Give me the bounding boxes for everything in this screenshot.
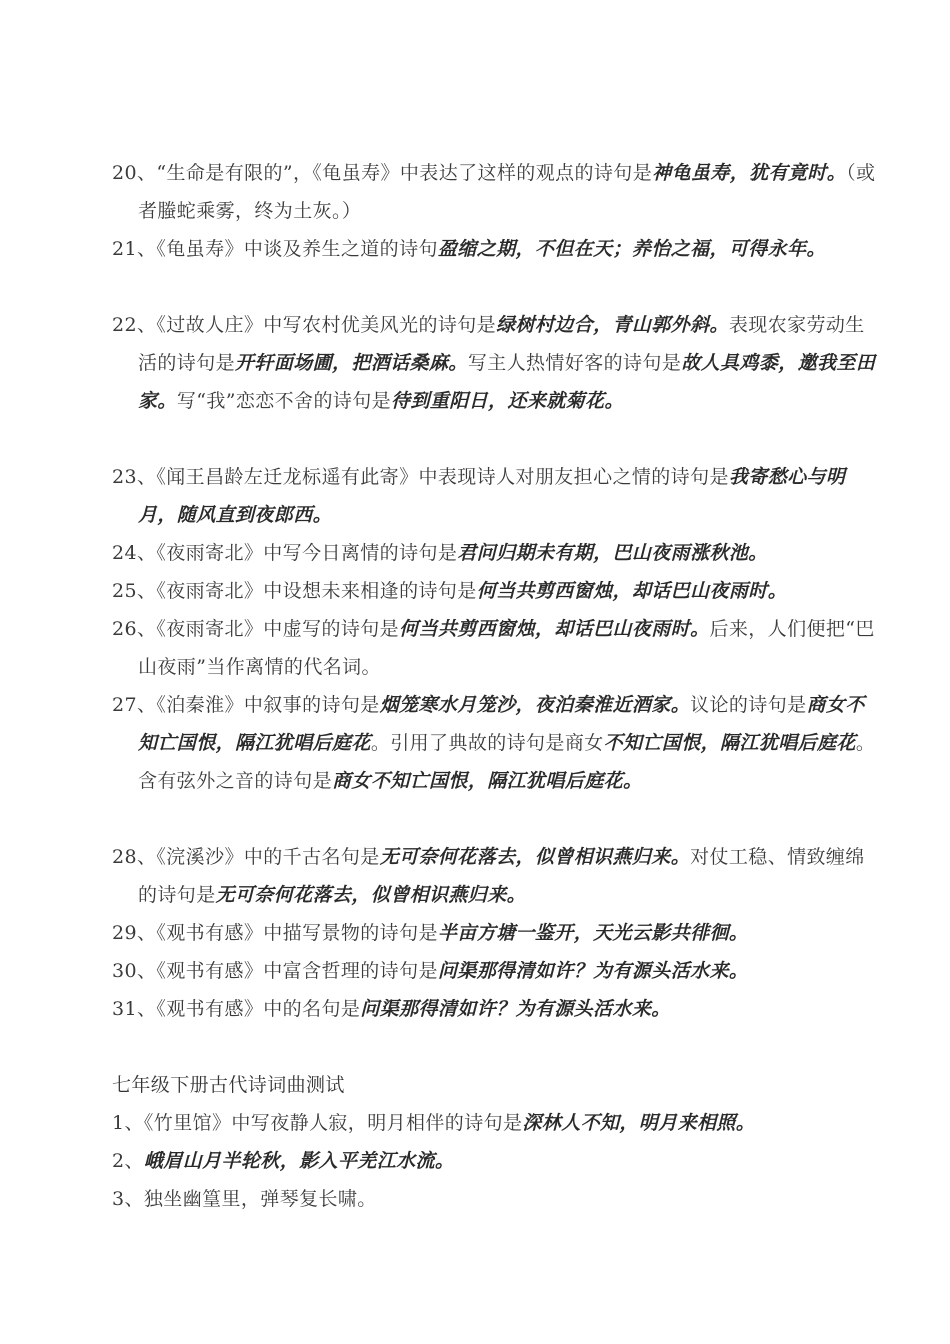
answer-text: 峨眉山月半轮秋，影入平羌江水流。 xyxy=(143,1150,455,1172)
test-item-t2 xyxy=(112,1142,852,1180)
test-item-t3 xyxy=(112,1180,852,1218)
answer-text: 问渠那得清如许？为有源头活水来。 xyxy=(360,998,671,1020)
question-text: 2、 xyxy=(112,1150,144,1172)
question-text: 写主人热情好客的诗句是 xyxy=(467,352,682,374)
answer-text: 商女不知亡国恨，隔江犹唱后庭花 xyxy=(138,694,865,754)
answer-text: 开轩面场圃，把酒话桑麻。 xyxy=(235,352,468,374)
question-text: 3、独坐幽篁里，弹琴复长啸。 xyxy=(112,1188,377,1210)
section-title: 七年级下册古代诗词曲测试 xyxy=(112,1074,345,1096)
question-text: 后来，人们便把“巴山夜雨”当作离情的代名词。 xyxy=(138,618,875,678)
answer-item-22 xyxy=(112,306,878,420)
answer-text: 不知亡国恨，隔江犹唱后庭花 xyxy=(603,732,856,754)
question-text: 31、《观书有感》中的名句是 xyxy=(112,998,361,1020)
answer-text: 故人具鸡黍，邀我至田家。 xyxy=(138,352,876,412)
answer-item-25 xyxy=(112,572,878,610)
answer-item-21 xyxy=(112,230,878,268)
question-text: 23、《闻王昌龄左迁龙标遥有此寄》中表现诗人对朋友担心之情的诗句是 xyxy=(112,466,729,488)
answer-item-27 xyxy=(112,686,878,800)
question-text: 。引用了典故的诗句是商女 xyxy=(370,732,604,754)
answer-text: 何当共剪西窗烛，却话巴山夜雨时。 xyxy=(399,618,710,640)
question-text: 22、《过故人庄》中写农村优美风光的诗句是 xyxy=(112,314,497,336)
question-text: 。含有弦外之音的诗句是 xyxy=(138,732,876,792)
answer-text: 无可奈何花落去，似曾相识燕归来。 xyxy=(215,884,527,906)
answer-item-28 xyxy=(112,838,878,914)
question-text: 24、《夜雨寄北》中写今日离情的诗句是 xyxy=(112,542,458,564)
answer-text: 神龟虽寿，犹有竟时。 xyxy=(652,162,847,184)
question-text: 26、《夜雨寄北》中虚写的诗句是 xyxy=(112,618,400,640)
question-text: 表现农家劳动生活的诗句是 xyxy=(138,314,865,374)
question-text: （或者螣蛇乘雾，终为土灰。） xyxy=(138,162,876,222)
answer-text: 商女不知亡国恨，隔江犹唱后庭花。 xyxy=(332,770,643,792)
question-text: 议论的诗句是 xyxy=(690,694,807,716)
test-item-t1 xyxy=(112,1104,852,1142)
answer-item-29 xyxy=(112,914,878,952)
answer-text: 君问归期未有期，巴山夜雨涨秋池。 xyxy=(457,542,768,564)
answer-item-31 xyxy=(112,990,878,1028)
question-text: 20、“生命是有限的”，《龟虽寿》中表达了这样的观点的诗句是 xyxy=(112,162,653,184)
question-text: 1、《竹里馆》中写夜静人寂，明月相伴的诗句是 xyxy=(112,1112,523,1134)
question-text: 写“我”恋恋不舍的诗句是 xyxy=(176,390,392,412)
answer-text: 待到重阳日，还来就菊花。 xyxy=(391,390,624,412)
question-text: 21、《龟虽寿》中谈及养生之道的诗句 xyxy=(112,238,438,260)
question-text: 25、《夜雨寄北》中设想未来相逢的诗句是 xyxy=(112,580,477,602)
question-text: 27、《泊秦淮》中叙事的诗句是 xyxy=(112,694,380,716)
question-text: 28、《浣溪沙》中的千古名句是 xyxy=(112,846,380,868)
answer-text: 烟笼寒水月笼沙，夜泊秦淮近酒家。 xyxy=(379,694,691,716)
answer-text: 盈缩之期，不但在天；养怡之福，可得永年。 xyxy=(437,238,826,260)
answer-text: 何当共剪西窗烛，却话巴山夜雨时。 xyxy=(476,580,788,602)
answer-text: 我寄愁心与明月，随风直到夜郎西。 xyxy=(138,466,846,526)
answer-item-20 xyxy=(112,154,878,230)
answer-item-23 xyxy=(112,458,878,534)
answer-text: 无可奈何花落去，似曾相识燕归来。 xyxy=(379,846,691,868)
question-text: 30、《观书有感》中富含哲理的诗句是 xyxy=(112,960,438,982)
question-text: 对仗工稳、情致缠绵的诗句是 xyxy=(138,846,865,906)
answer-item-24 xyxy=(112,534,878,572)
answer-text: 问渠那得清如许？为有源头活水来。 xyxy=(437,960,749,982)
answer-text: 深林人不知，明月来相照。 xyxy=(522,1112,756,1134)
answer-item-30 xyxy=(112,952,878,990)
answer-text: 半亩方塘一鉴开，天光云影共徘徊。 xyxy=(437,922,749,944)
question-text: 29、《观书有感》中描写景物的诗句是 xyxy=(112,922,438,944)
answer-item-26 xyxy=(112,610,878,686)
answer-text: 绿树村边合，青山郭外斜。 xyxy=(496,314,729,336)
